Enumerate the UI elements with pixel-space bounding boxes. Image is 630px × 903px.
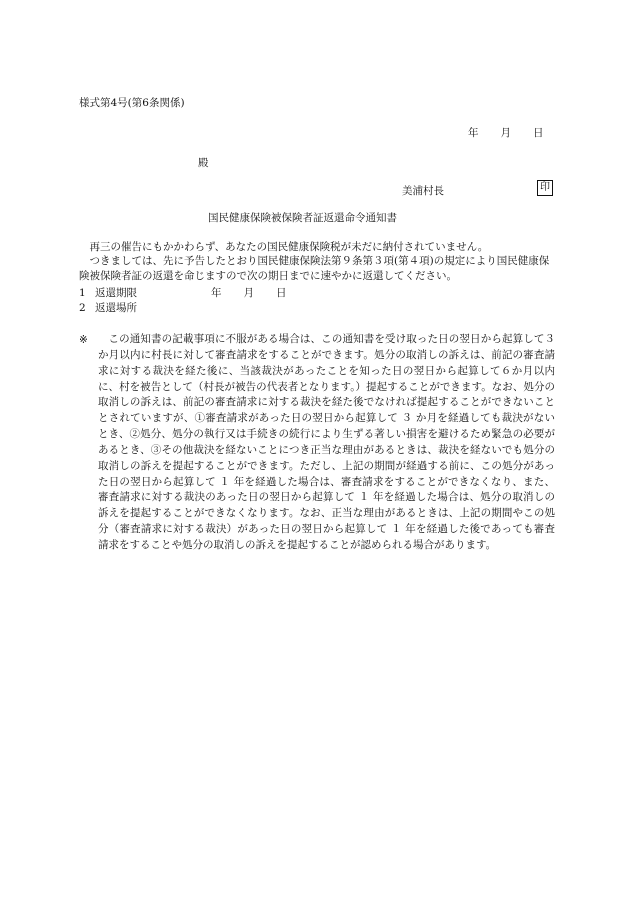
item-number: 2 xyxy=(79,302,86,315)
date-year: 年 xyxy=(468,127,479,139)
item-number: 1 xyxy=(79,287,86,299)
deadline-month: 月 xyxy=(243,287,254,299)
item-label: 返還場所 xyxy=(95,302,137,315)
item-list xyxy=(79,286,309,316)
item-label: 返還期限 xyxy=(95,287,137,299)
paragraph: つきましては、先に予告したとおり国民健康保険法第９条第３項(第４項)の規定により国民健康保険被保険者証の返還を命じますので次の期日までに速やかに返還してください。 xyxy=(79,255,550,282)
note-mark: ※ xyxy=(79,334,88,346)
sender-name: 美浦村長 xyxy=(402,185,444,197)
item-return-place xyxy=(79,301,309,316)
date-month: 月 xyxy=(500,127,511,139)
paragraph: 再三の催告にもかかわらず、あなたの国民健康保険税が未だに納付されていません。 xyxy=(89,241,489,253)
document-title: 国民健康保険被保険者証返還命令通知書 xyxy=(208,212,397,224)
form-number: 様式第4号(第6条関係) xyxy=(79,97,185,109)
deadline-date xyxy=(211,287,309,299)
deadline-year: 年 xyxy=(211,287,222,299)
appeal-notice xyxy=(79,332,555,554)
date-day: 日 xyxy=(533,127,544,139)
item-return-deadline xyxy=(79,286,309,301)
seal-stamp: 印 xyxy=(537,180,553,196)
issue-date xyxy=(468,125,544,142)
body-text xyxy=(79,240,557,283)
addressee: 殿 xyxy=(198,157,209,169)
note-text: この通知書の記載事項に不服がある場合は、この通知書を受け取った日の翌日から起算して３か月以内に村長に対して審査請求をすることができます。処分の取消しの訴えは、前記の審査請求に対する裁決を経た後に、当該裁決があったことを知った日の翌日から起算して６か月以内に、村を被告として（村長が被告の代表者となります。）提起することができます。なお、処分の取消しの訴えは、前記の審査請求に対する裁決を経た後でなければ提起することができないこととされていますが、①審査請求があった日の翌日から起算して ３ か月を経過しても裁決がないとき、②処分、処分の執行又は手続きの続行により生ずる著しい損害を避けるため緊急の必要があるとき、③その他裁決を経ないことにつき正当な理由があるときは、裁決を経ないでも処分の取消しの訴えを提起することができます。ただし、上記の期間が経過する前に、この処分があった日の翌日から起算して １ 年を経過した場合は、審査請求をすることができなくなり、また、審査請求に対する裁決のあった日の翌日から起算して １ 年を経過した場合は、処分の取消しの訴えを提起することができなくなります。なお、正当な理由があるときは、上記の期間やこの処分（審査請求に対する裁決）があった日の翌日から起算して １ 年を経過した後であっても審査請求をすることや処分の取消しの訴えを提起することが認められる場合があります。 xyxy=(98,333,555,551)
deadline-day: 日 xyxy=(276,287,287,299)
